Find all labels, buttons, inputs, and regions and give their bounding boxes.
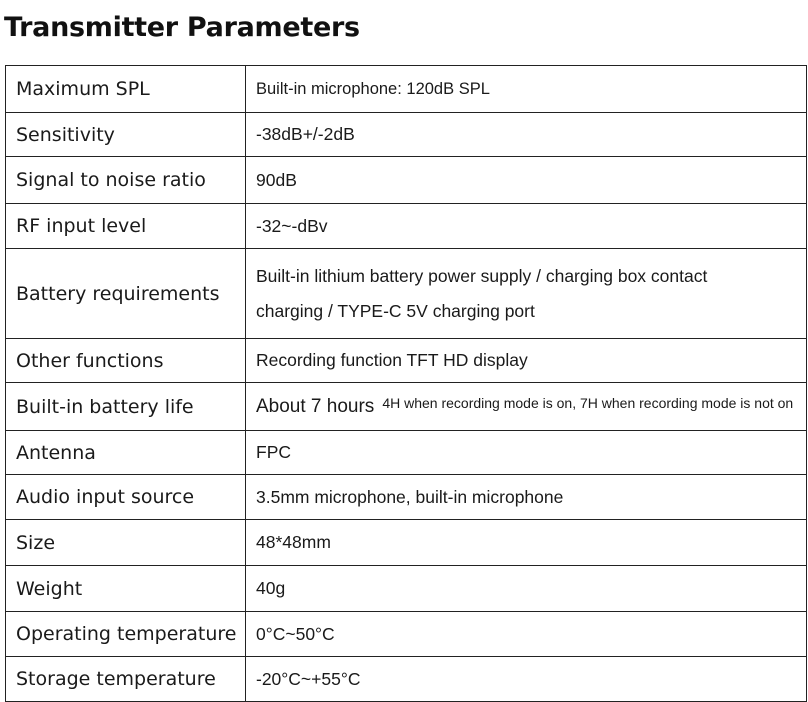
- row-value-weight: 40g: [246, 566, 807, 612]
- battery-requirements-line-2: charging / TYPE-C 5V charging port: [256, 300, 535, 321]
- table-row: [6, 612, 807, 657]
- row-label-built-in-battery-life: Built-in battery life: [6, 383, 246, 431]
- row-value-size: 48*48mm: [246, 520, 807, 566]
- table-row: [6, 157, 807, 204]
- table-row: [6, 383, 807, 431]
- row-value-operating-temperature: 0°C~50°C: [246, 612, 807, 657]
- row-value-antenna: FPC: [246, 431, 807, 475]
- row-value-other-functions: Recording function TFT HD display: [246, 339, 807, 383]
- row-label-antenna: Antenna: [6, 431, 246, 475]
- table-row: [6, 249, 807, 339]
- row-label-sensitivity: Sensitivity: [6, 113, 246, 157]
- table-row: [6, 566, 807, 612]
- battery-life-main: About 7 hours: [256, 395, 375, 417]
- transmitter-parameters-table: [5, 65, 807, 702]
- table-row: [6, 204, 807, 249]
- row-label-signal-to-noise-ratio: Signal to noise ratio: [6, 157, 246, 204]
- battery-life-wrapper: [256, 396, 806, 418]
- row-value-storage-temperature: -20°C~+55°C: [246, 657, 807, 702]
- row-label-other-functions: Other functions: [6, 339, 246, 383]
- row-label-maximum-spl: Maximum SPL: [6, 66, 246, 113]
- table-row: [6, 475, 807, 520]
- row-value-signal-to-noise-ratio: 90dB: [246, 157, 807, 204]
- row-value-rf-input-level: -32~-dBv: [246, 204, 807, 249]
- row-label-audio-input-source: Audio input source: [6, 475, 246, 520]
- table-row: [6, 431, 807, 475]
- row-label-storage-temperature: Storage temperature: [6, 657, 246, 702]
- battery-requirements-line-1: Built-in lithium battery power supply / charging box contact: [256, 265, 708, 286]
- row-value-battery-requirements: [246, 249, 807, 339]
- table-row: [6, 339, 807, 383]
- row-label-weight: Weight: [6, 566, 246, 612]
- page-title: Transmitter Parameters: [4, 12, 360, 43]
- battery-life-note: 4H when recording mode is on, 7H when recording mode is not on: [382, 395, 794, 411]
- row-value-built-in-battery-life: [246, 383, 807, 431]
- table-row: [6, 520, 807, 566]
- row-label-battery-requirements: Battery requirements: [6, 249, 246, 339]
- row-value-audio-input-source: 3.5mm microphone, built-in microphone: [246, 475, 807, 520]
- row-label-rf-input-level: RF input level: [6, 204, 246, 249]
- table-row: [6, 113, 807, 157]
- row-value-maximum-spl: Built-in microphone: 120dB SPL: [246, 66, 807, 113]
- table-row: [6, 66, 807, 113]
- row-value-sensitivity: -38dB+/-2dB: [246, 113, 807, 157]
- row-label-operating-temperature: Operating temperature: [6, 612, 246, 657]
- row-label-size: Size: [6, 520, 246, 566]
- table-row: [6, 657, 807, 702]
